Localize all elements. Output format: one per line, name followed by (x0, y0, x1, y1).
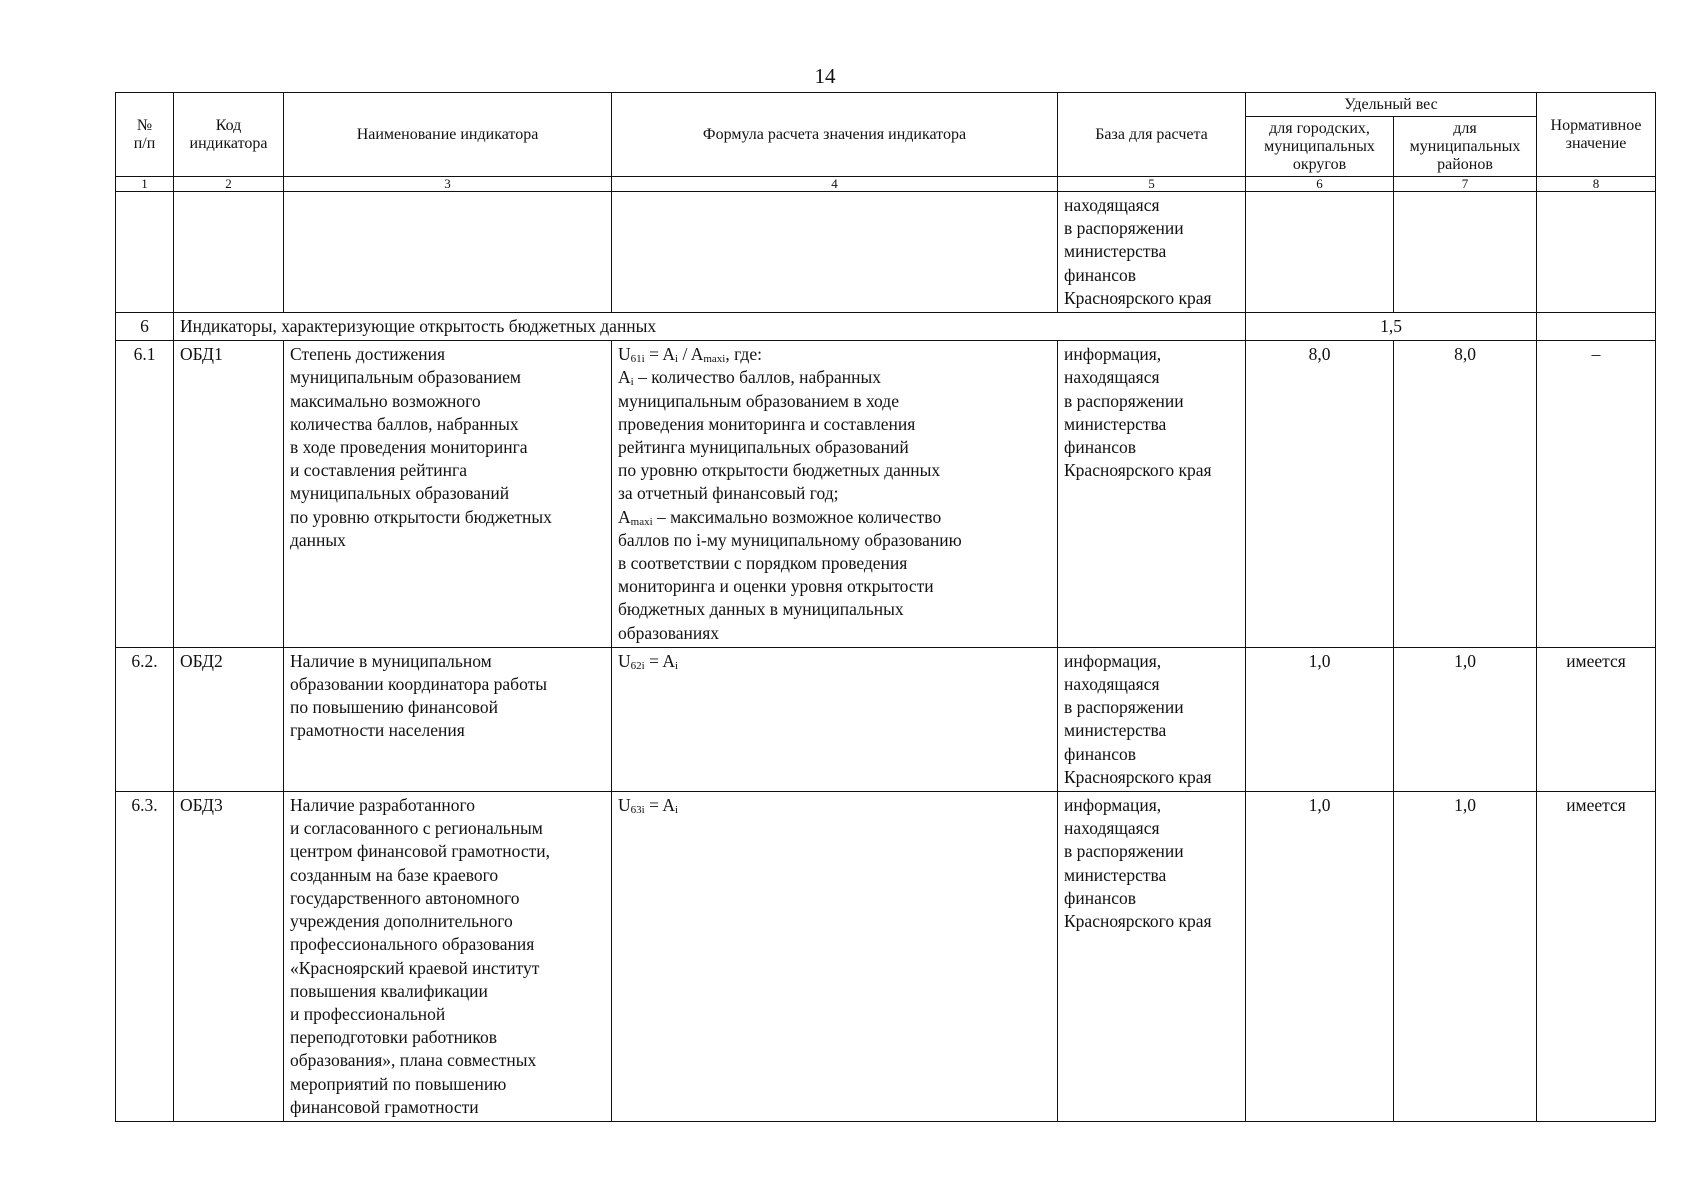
row-name: Наличие разработанного и согласованного с региональным центром финансовой грамотности, созданным на базе краевого государственного автономного учреждения дополнительного профессионального образования «Красноярский краевой институт повышения квалификации и профессиональной переподготовки работников образования», плана совместных мероприятий по повышению финансовой грамотности (284, 792, 612, 1122)
column-number: 2 (174, 177, 284, 192)
header-formula: Формула расчета значения индикатора (612, 93, 1058, 177)
page-number: 14 (814, 64, 836, 88)
section-row (116, 313, 1656, 341)
section-title: Индикаторы, характеризующие открытость бюджетных данных (174, 313, 1246, 341)
column-number: 7 (1394, 177, 1537, 192)
row-name: Наличие в муниципальном образовании координатора работы по повышению финансовой грамотности населения (284, 647, 612, 791)
table-row (116, 647, 1656, 791)
continued-base: находящаяся в распоряжении министерства финансов Красноярского края (1058, 192, 1246, 313)
row-num: 6.1 (116, 341, 174, 648)
column-number: 1 (116, 177, 174, 192)
row-code: ОБД1 (174, 341, 284, 648)
row-weight-district: 8,0 (1394, 341, 1537, 648)
row-norm: имеется (1537, 792, 1656, 1122)
header-code: Код индикатора (174, 93, 284, 177)
row-weight-district: 1,0 (1394, 792, 1537, 1122)
column-number-row (116, 177, 1656, 192)
row-base: информация, находящаяся в распоряжении министерства финансов Красноярского края (1058, 647, 1246, 791)
table-row (116, 341, 1656, 648)
row-formula: $U_{62i} = A_i$ (612, 647, 1058, 791)
row-weight-city: 8,0 (1246, 341, 1394, 648)
table-row (116, 792, 1656, 1122)
row-base: информация, находящаяся в распоряжении министерства финансов Красноярского края (1058, 792, 1246, 1122)
header-name: Наименование индикатора (284, 93, 612, 177)
header-num: № п/п (116, 93, 174, 177)
row-code: ОБД3 (174, 792, 284, 1122)
header-weight-district: для муниципальных районов (1394, 117, 1537, 177)
column-number: 6 (1246, 177, 1394, 192)
continued-row (116, 192, 1656, 313)
column-number: 5 (1058, 177, 1246, 192)
indicators-table (115, 92, 1656, 1122)
column-number: 8 (1537, 177, 1656, 192)
row-norm: – (1537, 341, 1656, 648)
header-base: База для расчета (1058, 93, 1246, 177)
row-formula: $U_{61i} = A_i / A_{maxi}$, где: $A_i$ – количество баллов, набранных муниципальным образованием в ходе проведения мониторинга и составления рейтинга муниципальных образований по уровню открытости бюджетных данных за отчетный финансовый год; $A_{maxi}$ – максимально возможное количество баллов по i-му муниципальному образованию в соответствии с порядком проведения мониторинга и оценки уровня открытости бюджетных данных в муниципальных образованиях (612, 341, 1058, 648)
header-weight-group: Удельный вес (1246, 93, 1537, 117)
row-base: информация, находящаяся в распоряжении министерства финансов Красноярского края (1058, 341, 1246, 648)
column-number: 4 (612, 177, 1058, 192)
section-weight: 1,5 (1246, 313, 1537, 341)
row-formula: $U_{63i} = A_i$ (612, 792, 1058, 1122)
row-num: 6.2. (116, 647, 174, 791)
header-row (116, 93, 1656, 117)
row-norm: имеется (1537, 647, 1656, 791)
header-weight-city: для городских, муниципальных округов (1246, 117, 1394, 177)
section-number: 6 (116, 313, 174, 341)
column-number: 3 (284, 177, 612, 192)
row-weight-city: 1,0 (1246, 647, 1394, 791)
header-norm: Нормативное значение (1537, 93, 1656, 177)
row-code: ОБД2 (174, 647, 284, 791)
row-weight-city: 1,0 (1246, 792, 1394, 1122)
row-num: 6.3. (116, 792, 174, 1122)
row-weight-district: 1,0 (1394, 647, 1537, 791)
row-name: Степень достижения муниципальным образованием максимально возможного количества баллов, набранных в ходе проведения мониторинга и составления рейтинга муниципальных образований по уровню открытости бюджетных данных (284, 341, 612, 648)
